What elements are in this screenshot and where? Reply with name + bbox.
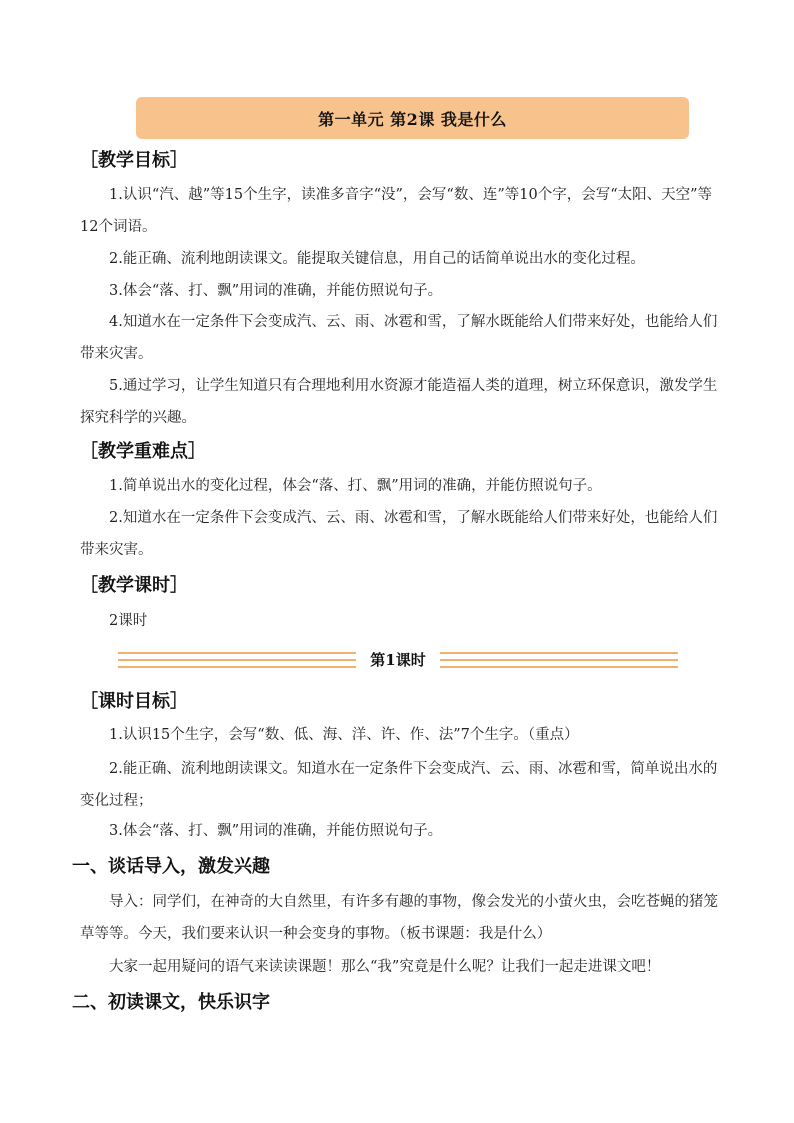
goal-item-4: 4.知道水在一定条件下会变成汽、云、雨、冰雹和雪，了解水既能给人们带来好处，也能给人们带来灾害。 [80,314,718,362]
period-goals-heading: ［课时目标］ [80,691,188,712]
lesson-title-banner [136,97,689,139]
goal-item-1: 1.认识“汽、越”等15个生字，读准多音字“没”，会写“数、连”等10个字，会写“太阳、天空”等12个词语。 [80,187,713,235]
key-point-item-2: 2.知道水在一定条件下会变成汽、云、雨、冰雹和雪，了解水既能给人们带来好处，也能给人们带来灾害。 [80,510,718,558]
teaching-goals-heading: ［教学目标］ [80,150,188,171]
period-goal-item-1: 1.认识15个生字，会写“数、低、海、洋、许、作、法”7个生字。（重点） [109,727,579,743]
lesson-title: 第一单元 第2课 我是什么 [318,109,507,129]
period-divider-label: 第1课时 [370,651,426,669]
period-divider [118,648,678,672]
period-goal-item-2: 2.能正确、流利地朗读课文。知道水在一定条件下会变成汽、云、雨、冰雹和雪，简单说出水的变化过程； [80,761,718,809]
teaching-hours-heading: ［教学课时］ [80,575,188,596]
step-1-paragraph-1: 导入：同学们，在神奇的大自然里，有许多有趣的事物，像会发光的小萤火虫，会吃苍蝇的猪笼草等等。今天，我们要来认识一种会变身的事物。（板书课题：我是什么） [80,894,718,942]
step-1-paragraph-2: 大家一起用疑问的语气来读读课题！那么“我”究竟是什么呢？让我们一起走进课文吧！ [109,959,661,975]
key-points-heading: ［教学重难点］ [80,441,206,462]
goal-item-2: 2.能正确、流利地朗读课文。能提取关键信息，用自己的话简单说出水的变化过程。 [109,251,645,267]
period-goal-item-3: 3.体会“落、打、飘”用词的准确，并能仿照说句子。 [109,823,443,839]
divider-lines-right [440,648,678,672]
step-2-heading: 二、初读课文，快乐识字 [72,992,270,1013]
key-point-item-1: 1.简单说出水的变化过程，体会“落、打、飘”用词的准确，并能仿照说句子。 [109,478,602,494]
goal-item-3: 3.体会“落、打、飘”用词的准确，并能仿照说句子。 [109,283,443,299]
step-1-heading: 一、谈话导入，激发兴趣 [72,856,270,877]
teaching-hours-value: 2课时 [109,613,148,629]
divider-lines-left [118,648,356,672]
goal-item-5: 5.通过学习，让学生知道只有合理地利用水资源才能造福人类的道理，树立环保意识，激发学生探究科学的兴趣。 [80,378,718,426]
